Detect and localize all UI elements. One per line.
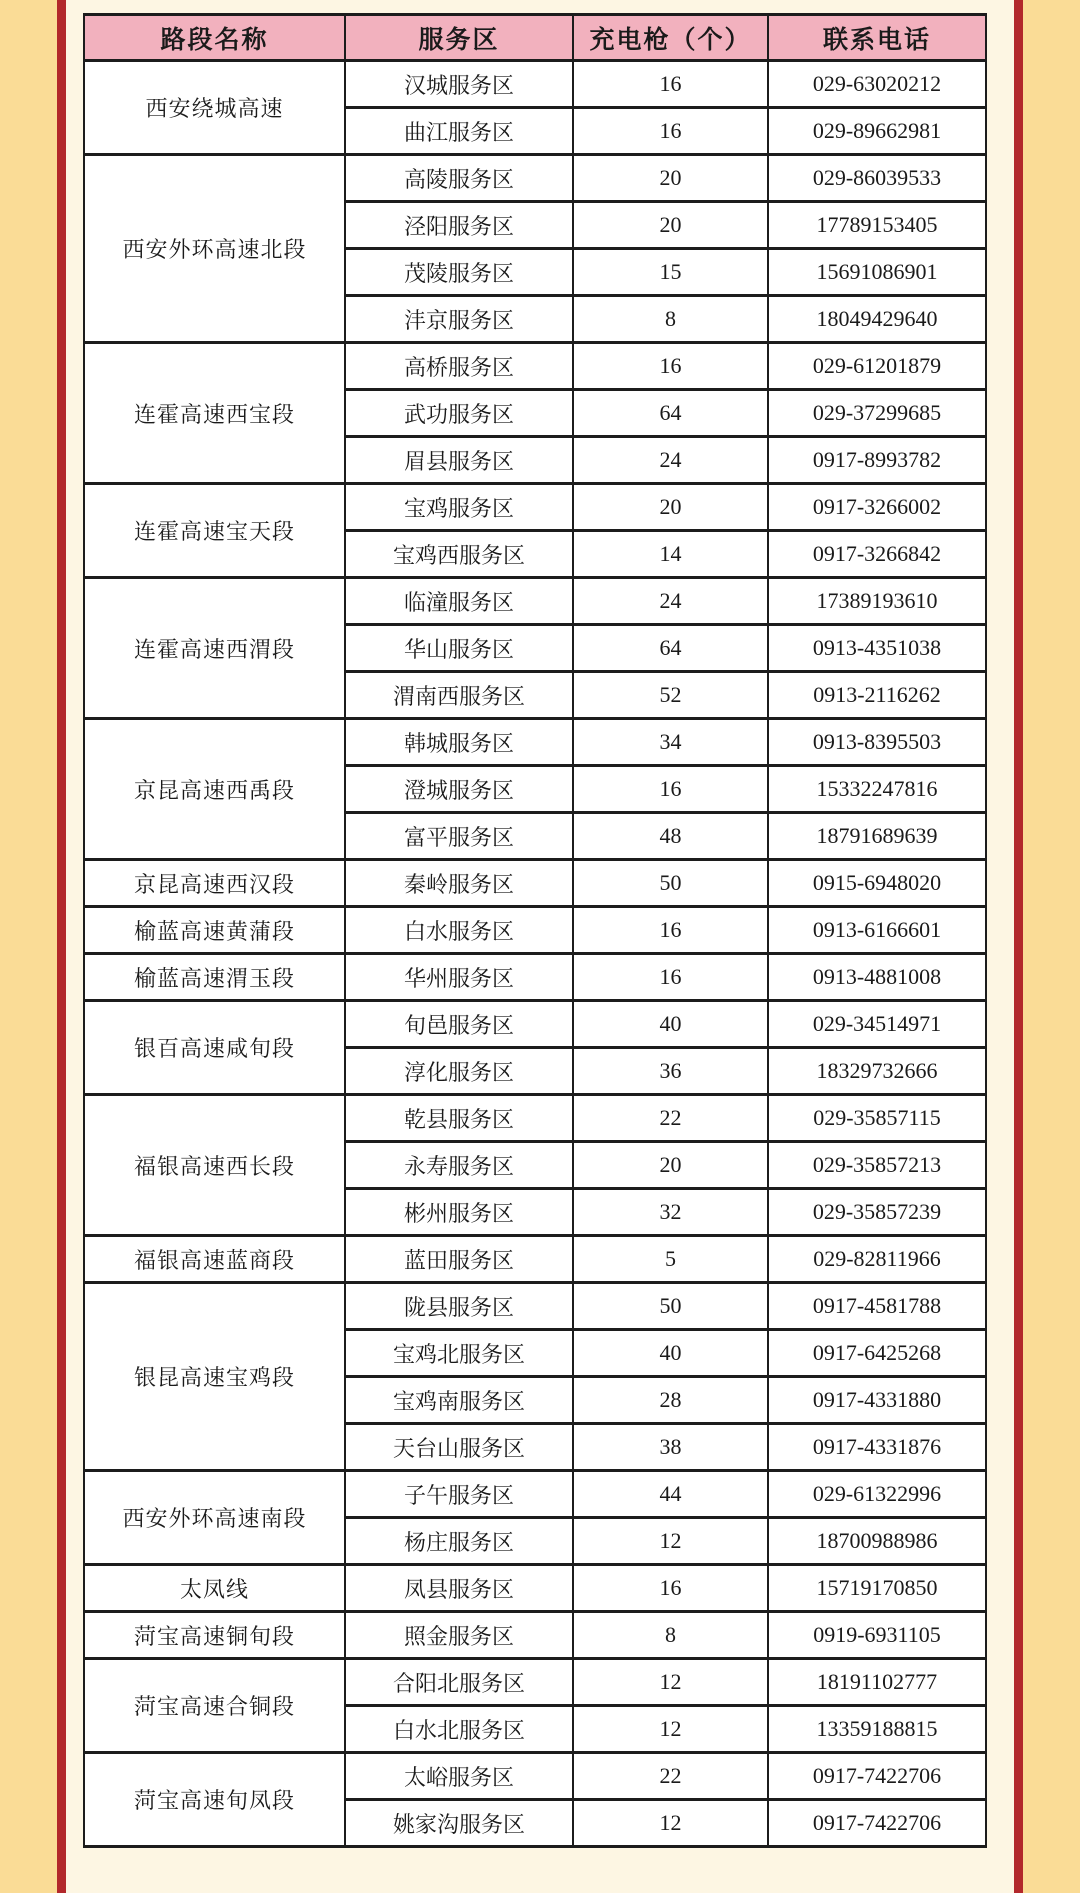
service-area-cell: 宝鸡北服务区 <box>345 1330 573 1377</box>
gun-count-cell: 24 <box>573 578 768 625</box>
charging-station-table <box>83 13 987 1848</box>
gun-count-cell: 20 <box>573 1142 768 1189</box>
phone-cell: 029-89662981 <box>768 108 986 155</box>
phone-cell: 0913-4351038 <box>768 625 986 672</box>
header-contact-phone: 联系电话 <box>768 15 986 61</box>
service-area-cell: 宝鸡南服务区 <box>345 1377 573 1424</box>
road-section-cell: 京昆高速西禹段 <box>84 719 345 860</box>
gun-count-cell: 16 <box>573 766 768 813</box>
phone-cell: 15719170850 <box>768 1565 986 1612</box>
road-section-cell: 菏宝高速合铜段 <box>84 1659 345 1753</box>
gun-count-cell: 16 <box>573 61 768 108</box>
road-section-cell: 银昆高速宝鸡段 <box>84 1283 345 1471</box>
header-service-area: 服务区 <box>345 15 573 61</box>
gun-count-cell: 16 <box>573 343 768 390</box>
phone-cell: 029-35857239 <box>768 1189 986 1236</box>
road-section-cell: 连霍高速宝天段 <box>84 484 345 578</box>
gun-count-cell: 14 <box>573 531 768 578</box>
service-area-cell: 渭南西服务区 <box>345 672 573 719</box>
gun-count-cell: 22 <box>573 1095 768 1142</box>
phone-cell: 0913-4881008 <box>768 954 986 1001</box>
gun-count-cell: 34 <box>573 719 768 766</box>
road-section-cell: 太凤线 <box>84 1565 345 1612</box>
phone-cell: 0917-6425268 <box>768 1330 986 1377</box>
table-row <box>84 1471 986 1518</box>
service-area-cell: 凤县服务区 <box>345 1565 573 1612</box>
table-row <box>84 860 986 907</box>
phone-cell: 0917-4581788 <box>768 1283 986 1330</box>
service-area-cell: 沣京服务区 <box>345 296 573 343</box>
road-section-cell: 菏宝高速旬凤段 <box>84 1753 345 1847</box>
gun-count-cell: 44 <box>573 1471 768 1518</box>
service-area-cell: 乾县服务区 <box>345 1095 573 1142</box>
service-area-cell: 姚家沟服务区 <box>345 1800 573 1847</box>
gun-count-cell: 12 <box>573 1800 768 1847</box>
service-area-cell: 华州服务区 <box>345 954 573 1001</box>
service-area-cell: 淳化服务区 <box>345 1048 573 1095</box>
table-row <box>84 1659 986 1706</box>
phone-cell: 18049429640 <box>768 296 986 343</box>
table-row <box>84 907 986 954</box>
gun-count-cell: 12 <box>573 1706 768 1753</box>
table-row <box>84 1001 986 1048</box>
gun-count-cell: 16 <box>573 1565 768 1612</box>
table-row <box>84 1753 986 1800</box>
phone-cell: 0919-6931105 <box>768 1612 986 1659</box>
service-area-cell: 茂陵服务区 <box>345 249 573 296</box>
right-yellow-band <box>1023 0 1080 1893</box>
gun-count-cell: 8 <box>573 296 768 343</box>
table-row <box>84 719 986 766</box>
service-area-cell: 宝鸡服务区 <box>345 484 573 531</box>
service-area-cell: 高桥服务区 <box>345 343 573 390</box>
phone-cell: 0913-2116262 <box>768 672 986 719</box>
gun-count-cell: 16 <box>573 108 768 155</box>
header-charging-guns: 充电枪（个） <box>573 15 768 61</box>
gun-count-cell: 24 <box>573 437 768 484</box>
service-area-cell: 秦岭服务区 <box>345 860 573 907</box>
right-red-stripe <box>1014 0 1023 1893</box>
phone-cell: 0917-7422706 <box>768 1753 986 1800</box>
phone-cell: 029-61201879 <box>768 343 986 390</box>
gun-count-cell: 32 <box>573 1189 768 1236</box>
road-section-cell: 榆蓝高速渭玉段 <box>84 954 345 1001</box>
service-area-cell: 泾阳服务区 <box>345 202 573 249</box>
gun-count-cell: 40 <box>573 1330 768 1377</box>
table-row <box>84 1612 986 1659</box>
phone-cell: 029-63020212 <box>768 61 986 108</box>
service-area-cell: 汉城服务区 <box>345 61 573 108</box>
road-section-cell: 西安绕城高速 <box>84 61 345 155</box>
phone-cell: 029-37299685 <box>768 390 986 437</box>
phone-cell: 0913-8395503 <box>768 719 986 766</box>
gun-count-cell: 5 <box>573 1236 768 1283</box>
service-area-cell: 彬州服务区 <box>345 1189 573 1236</box>
table-row <box>84 1283 986 1330</box>
phone-cell: 15332247816 <box>768 766 986 813</box>
road-section-cell: 连霍高速西渭段 <box>84 578 345 719</box>
service-area-cell: 华山服务区 <box>345 625 573 672</box>
table-row <box>84 61 986 108</box>
gun-count-cell: 36 <box>573 1048 768 1095</box>
gun-count-cell: 12 <box>573 1659 768 1706</box>
road-section-cell: 连霍高速西宝段 <box>84 343 345 484</box>
gun-count-cell: 64 <box>573 625 768 672</box>
table-row <box>84 343 986 390</box>
phone-cell: 17789153405 <box>768 202 986 249</box>
left-red-stripe <box>57 0 66 1893</box>
road-section-cell: 西安外环高速南段 <box>84 1471 345 1565</box>
phone-cell: 0917-4331880 <box>768 1377 986 1424</box>
header-row <box>84 15 986 61</box>
phone-cell: 0913-6166601 <box>768 907 986 954</box>
service-area-cell: 宝鸡西服务区 <box>345 531 573 578</box>
road-section-cell: 菏宝高速铜旬段 <box>84 1612 345 1659</box>
service-area-cell: 蓝田服务区 <box>345 1236 573 1283</box>
service-area-cell: 白水服务区 <box>345 907 573 954</box>
phone-cell: 13359188815 <box>768 1706 986 1753</box>
service-area-cell: 临潼服务区 <box>345 578 573 625</box>
service-area-cell: 太峪服务区 <box>345 1753 573 1800</box>
road-section-cell: 福银高速蓝商段 <box>84 1236 345 1283</box>
gun-count-cell: 50 <box>573 1283 768 1330</box>
phone-cell: 029-35857115 <box>768 1095 986 1142</box>
service-area-cell: 眉县服务区 <box>345 437 573 484</box>
road-section-cell: 西安外环高速北段 <box>84 155 345 343</box>
road-section-cell: 榆蓝高速黄蒲段 <box>84 907 345 954</box>
phone-cell: 0917-4331876 <box>768 1424 986 1471</box>
phone-cell: 0917-3266002 <box>768 484 986 531</box>
gun-count-cell: 12 <box>573 1518 768 1565</box>
phone-cell: 17389193610 <box>768 578 986 625</box>
service-area-cell: 韩城服务区 <box>345 719 573 766</box>
phone-cell: 18329732666 <box>768 1048 986 1095</box>
gun-count-cell: 40 <box>573 1001 768 1048</box>
phone-cell: 18191102777 <box>768 1659 986 1706</box>
gun-count-cell: 8 <box>573 1612 768 1659</box>
gun-count-cell: 38 <box>573 1424 768 1471</box>
phone-cell: 0917-3266842 <box>768 531 986 578</box>
service-area-cell: 子午服务区 <box>345 1471 573 1518</box>
phone-cell: 029-61322996 <box>768 1471 986 1518</box>
gun-count-cell: 64 <box>573 390 768 437</box>
service-area-cell: 富平服务区 <box>345 813 573 860</box>
service-area-cell: 永寿服务区 <box>345 1142 573 1189</box>
service-area-cell: 陇县服务区 <box>345 1283 573 1330</box>
table-row <box>84 1565 986 1612</box>
table-body <box>84 61 986 1847</box>
service-area-cell: 澄城服务区 <box>345 766 573 813</box>
service-area-cell: 白水北服务区 <box>345 1706 573 1753</box>
gun-count-cell: 20 <box>573 202 768 249</box>
gun-count-cell: 50 <box>573 860 768 907</box>
gun-count-cell: 28 <box>573 1377 768 1424</box>
phone-cell: 15691086901 <box>768 249 986 296</box>
phone-cell: 0917-7422706 <box>768 1800 986 1847</box>
gun-count-cell: 48 <box>573 813 768 860</box>
left-yellow-band <box>0 0 57 1893</box>
service-area-cell: 武功服务区 <box>345 390 573 437</box>
road-section-cell: 福银高速西长段 <box>84 1095 345 1236</box>
table-row <box>84 954 986 1001</box>
gun-count-cell: 20 <box>573 155 768 202</box>
gun-count-cell: 52 <box>573 672 768 719</box>
table-row <box>84 578 986 625</box>
gun-count-cell: 16 <box>573 907 768 954</box>
phone-cell: 029-82811966 <box>768 1236 986 1283</box>
service-area-cell: 曲江服务区 <box>345 108 573 155</box>
table-row <box>84 1236 986 1283</box>
phone-cell: 18791689639 <box>768 813 986 860</box>
table-row <box>84 155 986 202</box>
gun-count-cell: 15 <box>573 249 768 296</box>
phone-cell: 0915-6948020 <box>768 860 986 907</box>
service-area-cell: 照金服务区 <box>345 1612 573 1659</box>
phone-cell: 18700988986 <box>768 1518 986 1565</box>
phone-cell: 0917-8993782 <box>768 437 986 484</box>
gun-count-cell: 22 <box>573 1753 768 1800</box>
service-area-cell: 合阳北服务区 <box>345 1659 573 1706</box>
service-area-cell: 天台山服务区 <box>345 1424 573 1471</box>
gun-count-cell: 16 <box>573 954 768 1001</box>
road-section-cell: 银百高速咸旬段 <box>84 1001 345 1095</box>
service-area-cell: 杨庄服务区 <box>345 1518 573 1565</box>
table-row <box>84 1095 986 1142</box>
road-section-cell: 京昆高速西汉段 <box>84 860 345 907</box>
service-area-cell: 旬邑服务区 <box>345 1001 573 1048</box>
phone-cell: 029-34514971 <box>768 1001 986 1048</box>
phone-cell: 029-86039533 <box>768 155 986 202</box>
phone-cell: 029-35857213 <box>768 1142 986 1189</box>
header-road-section: 路段名称 <box>84 15 345 61</box>
service-area-cell: 高陵服务区 <box>345 155 573 202</box>
gun-count-cell: 20 <box>573 484 768 531</box>
table-row <box>84 484 986 531</box>
